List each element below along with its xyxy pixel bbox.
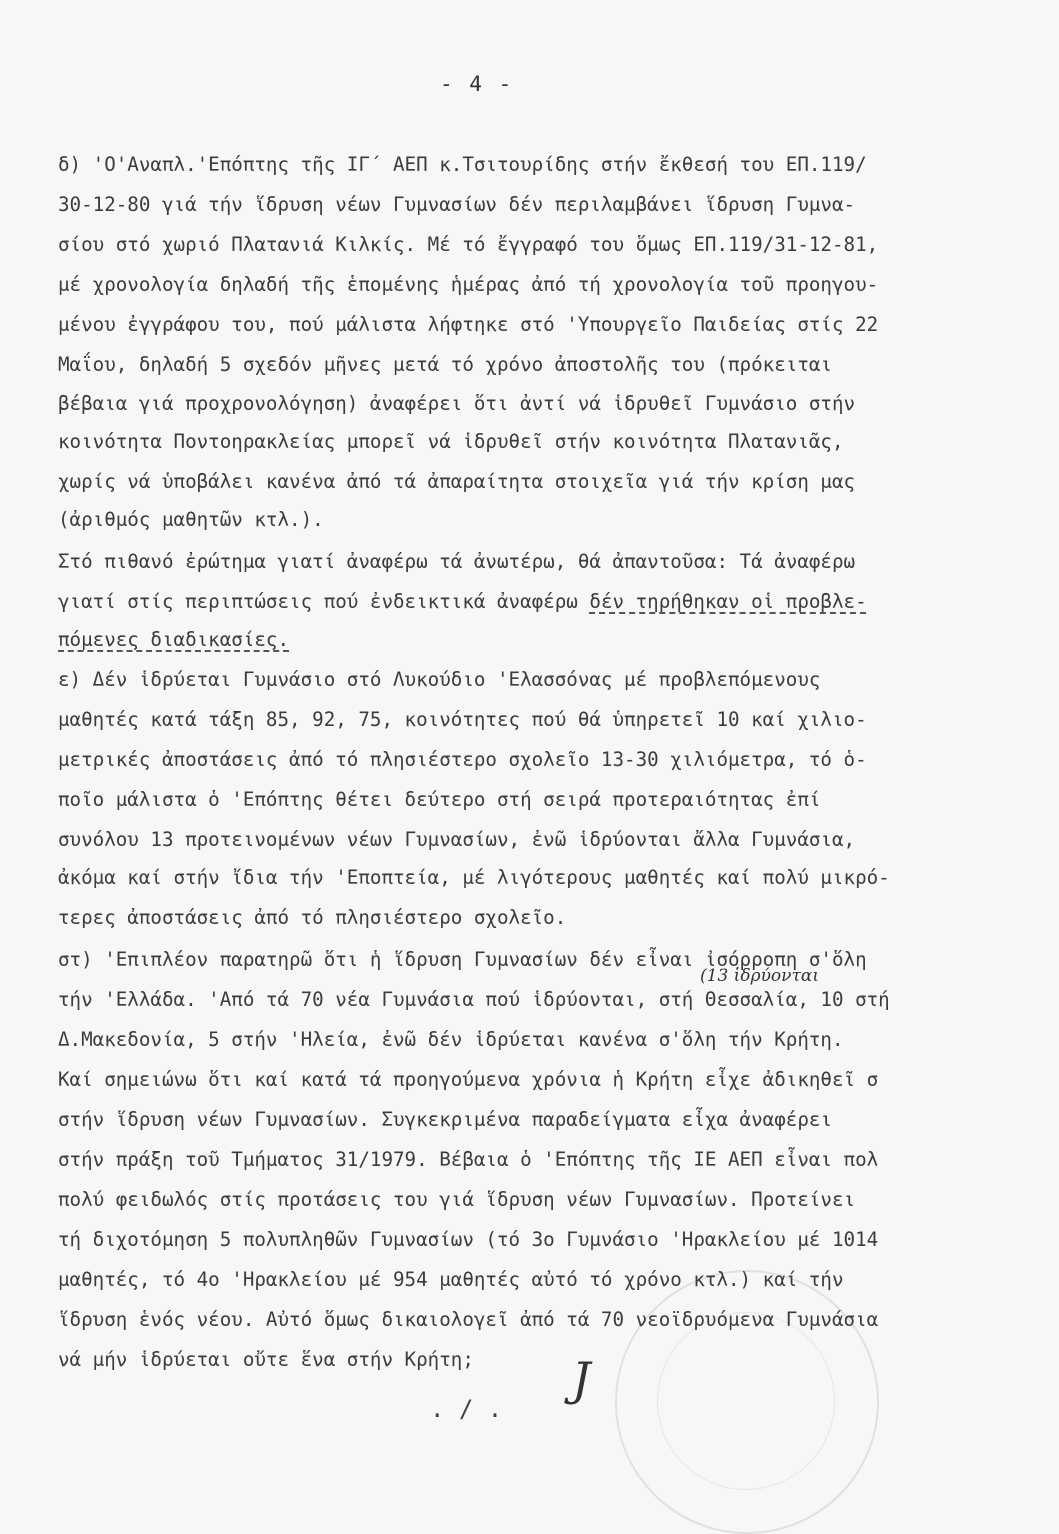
text-line: Μαΐου, δηλαδή 5 σχεδόν μῆνες μετά τό χρόνο ἀποστολῆς του (πρόκειται (58, 353, 832, 376)
text-line: μετρικές ἀποστάσεις ἀπό τό πλησιέστερο σχολεῖο 13-30 χιλιόμετρα, τό ὁ- (58, 748, 867, 771)
text-line: μένου ἐγγράφου του, πού μάλιστα λήφτηκε στό 'Υπουργεῖο Παιδείας στίς 22 (58, 313, 879, 336)
text-line: (ἀριθμός μαθητῶν κτλ.). (58, 508, 324, 531)
text-line: ε) Δέν ἱδρύεται Γυμνάσιο στό Λυκούδιο 'Ελασσόνας μέ προβλεπόμενους (58, 668, 821, 691)
text-line (58, 592, 867, 611)
text-line: συνόλου 13 προτεινομένων νέων Γυμνασίων, ἐνῶ ἱδρύονται ἄλλα Γυμνάσια, (58, 828, 856, 851)
text-line: 30-12-80 γιά τήν ἵδρυση νέων Γυμνασίων δέν περιλαμβάνει ἵδρυση Γυμνα- (58, 193, 856, 216)
text-line: τερες ἀποστάσεις ἀπό τό πλησιέστερο σχολεῖο. (58, 906, 567, 929)
text-line: ἀκόμα καί στήν ἴδια τήν 'Εποπτεία, μέ λιγότερους μαθητές καί πολύ μικρό- (58, 866, 890, 889)
underlined-phrase: δέν τηρήθηκαν οἱ προβλε- (589, 590, 867, 613)
text-line: μαθητές, τό 4ο 'Ηρακλείου μέ 954 μαθητές αὐτό τό χρόνο κτλ.) καί τήν (58, 1268, 844, 1291)
text-line: τήν 'Ελλάδα. 'Από τά 70 νέα Γυμνάσια πού ἱδρύονται, στή Θεσσαλία, 10 στή (58, 988, 890, 1011)
text-line: μαθητές κατά τάξη 85, 92, 75, κοινότητες πού θά ὑπηρετεῖ 10 καί χιλιο- (58, 708, 867, 731)
text-line-underlined: πόμενες διαδικασίες. (58, 628, 290, 651)
text-line: στήν ἵδρυση νέων Γυμνασίων. Συγκεκριμένα παραδείγματα εἶχα ἀναφέρει (58, 1108, 832, 1131)
page-number: - 4 - (440, 72, 514, 96)
closing-mark: . / . (430, 1395, 503, 1423)
text-line: ἵδρυση ἑνός νέου. Αὐτό ὅμως δικαιολογεῖ ἀπό τά 70 νεοϊδρυόμενα Γυμνάσια (58, 1308, 879, 1331)
text-line: Στό πιθανό ἐρώτημα γιατί ἀναφέρω τά ἀνωτέρω, θά ἀπαντοῦσα: Τά ἀναφέρω (58, 550, 856, 573)
text-segment: γιατί στίς περιπτώσεις πού ἐνδεικτικά ἀναφέρω (58, 590, 590, 613)
text-line: στ) 'Επιπλέον παρατηρῶ ὅτι ἡ ἵδρυση Γυμνασίων δέν εἶναι ἰσόρροπη σ'ὅλη (58, 948, 867, 971)
handwritten-initial: J (572, 1352, 591, 1406)
text-line: Καί σημειώνω ὅτι καί κατά τά προηγούμενα χρόνια ἡ Κρήτη εἶχε ἀδικηθεῖ σ (58, 1068, 879, 1091)
text-line: βέβαια γιά προχρονολόγηση) ἀναφέρει ὅτι ἀντί νά ἱδρυθεῖ Γυμνάσιο στήν (58, 392, 856, 415)
seal-inner-ring (657, 1312, 835, 1490)
text-line: νά μήν ἱδρύεται οὔτε ἕνα στήν Κρήτη; (58, 1348, 474, 1371)
text-line: μέ χρονολογία δηλαδή τῆς ἑπομένης ἡμέρας ἀπό τή χρονολογία τοῦ προηγου- (58, 273, 879, 296)
text-line: κοινότητα Ποντοηρακλείας μπορεῖ νά ἱδρυθεῖ στήν κοινότητα Πλατανιᾶς, (58, 430, 844, 453)
text-line: ποῖο μάλιστα ὁ 'Επόπτης θέτει δεύτερο στή σειρά προτεραιότητας ἐπί (58, 788, 821, 811)
text-line: δ) 'Ο'Αναπλ.'Επόπτης τῆς ΙΓ΄ ΑΕΠ κ.Τσιτουρίδης στήν ἔκθεσή του ΕΠ.119/ (58, 153, 867, 176)
handwritten-note: (13 ἱδρύονται (700, 966, 820, 986)
text-line: χωρίς νά ὑποβάλει κανένα ἀπό τά ἀπαραίτητα στοιχεῖα γιά τήν κρίση μας (58, 470, 856, 493)
text-line: τή διχοτόμηση 5 πολυπληθῶν Γυμνασίων (τό 3ο Γυμνάσιο 'Ηρακλείου μέ 1014 (58, 1228, 879, 1251)
text-line: πολύ φειδωλός στίς προτάσεις του γιά ἵδρυση νέων Γυμνασίων. Προτείνει (58, 1188, 856, 1211)
text-line: σίου στό χωριό Πλατανιά Κιλκίς. Μέ τό ἔγγραφό του ὅμως ΕΠ.119/31-12-81, (58, 233, 879, 256)
text-line: στήν πράξη τοῦ Τμήματος 31/1979. Βέβαια ὁ 'Επόπτης τῆς ΙΕ ΑΕΠ εἶναι πολ (58, 1148, 879, 1171)
text-line: Δ.Μακεδονία, 5 στήν 'Ηλεία, ἐνῶ δέν ἱδρύεται κανένα σ'ὅλη τήν Κρήτη. (58, 1028, 844, 1051)
